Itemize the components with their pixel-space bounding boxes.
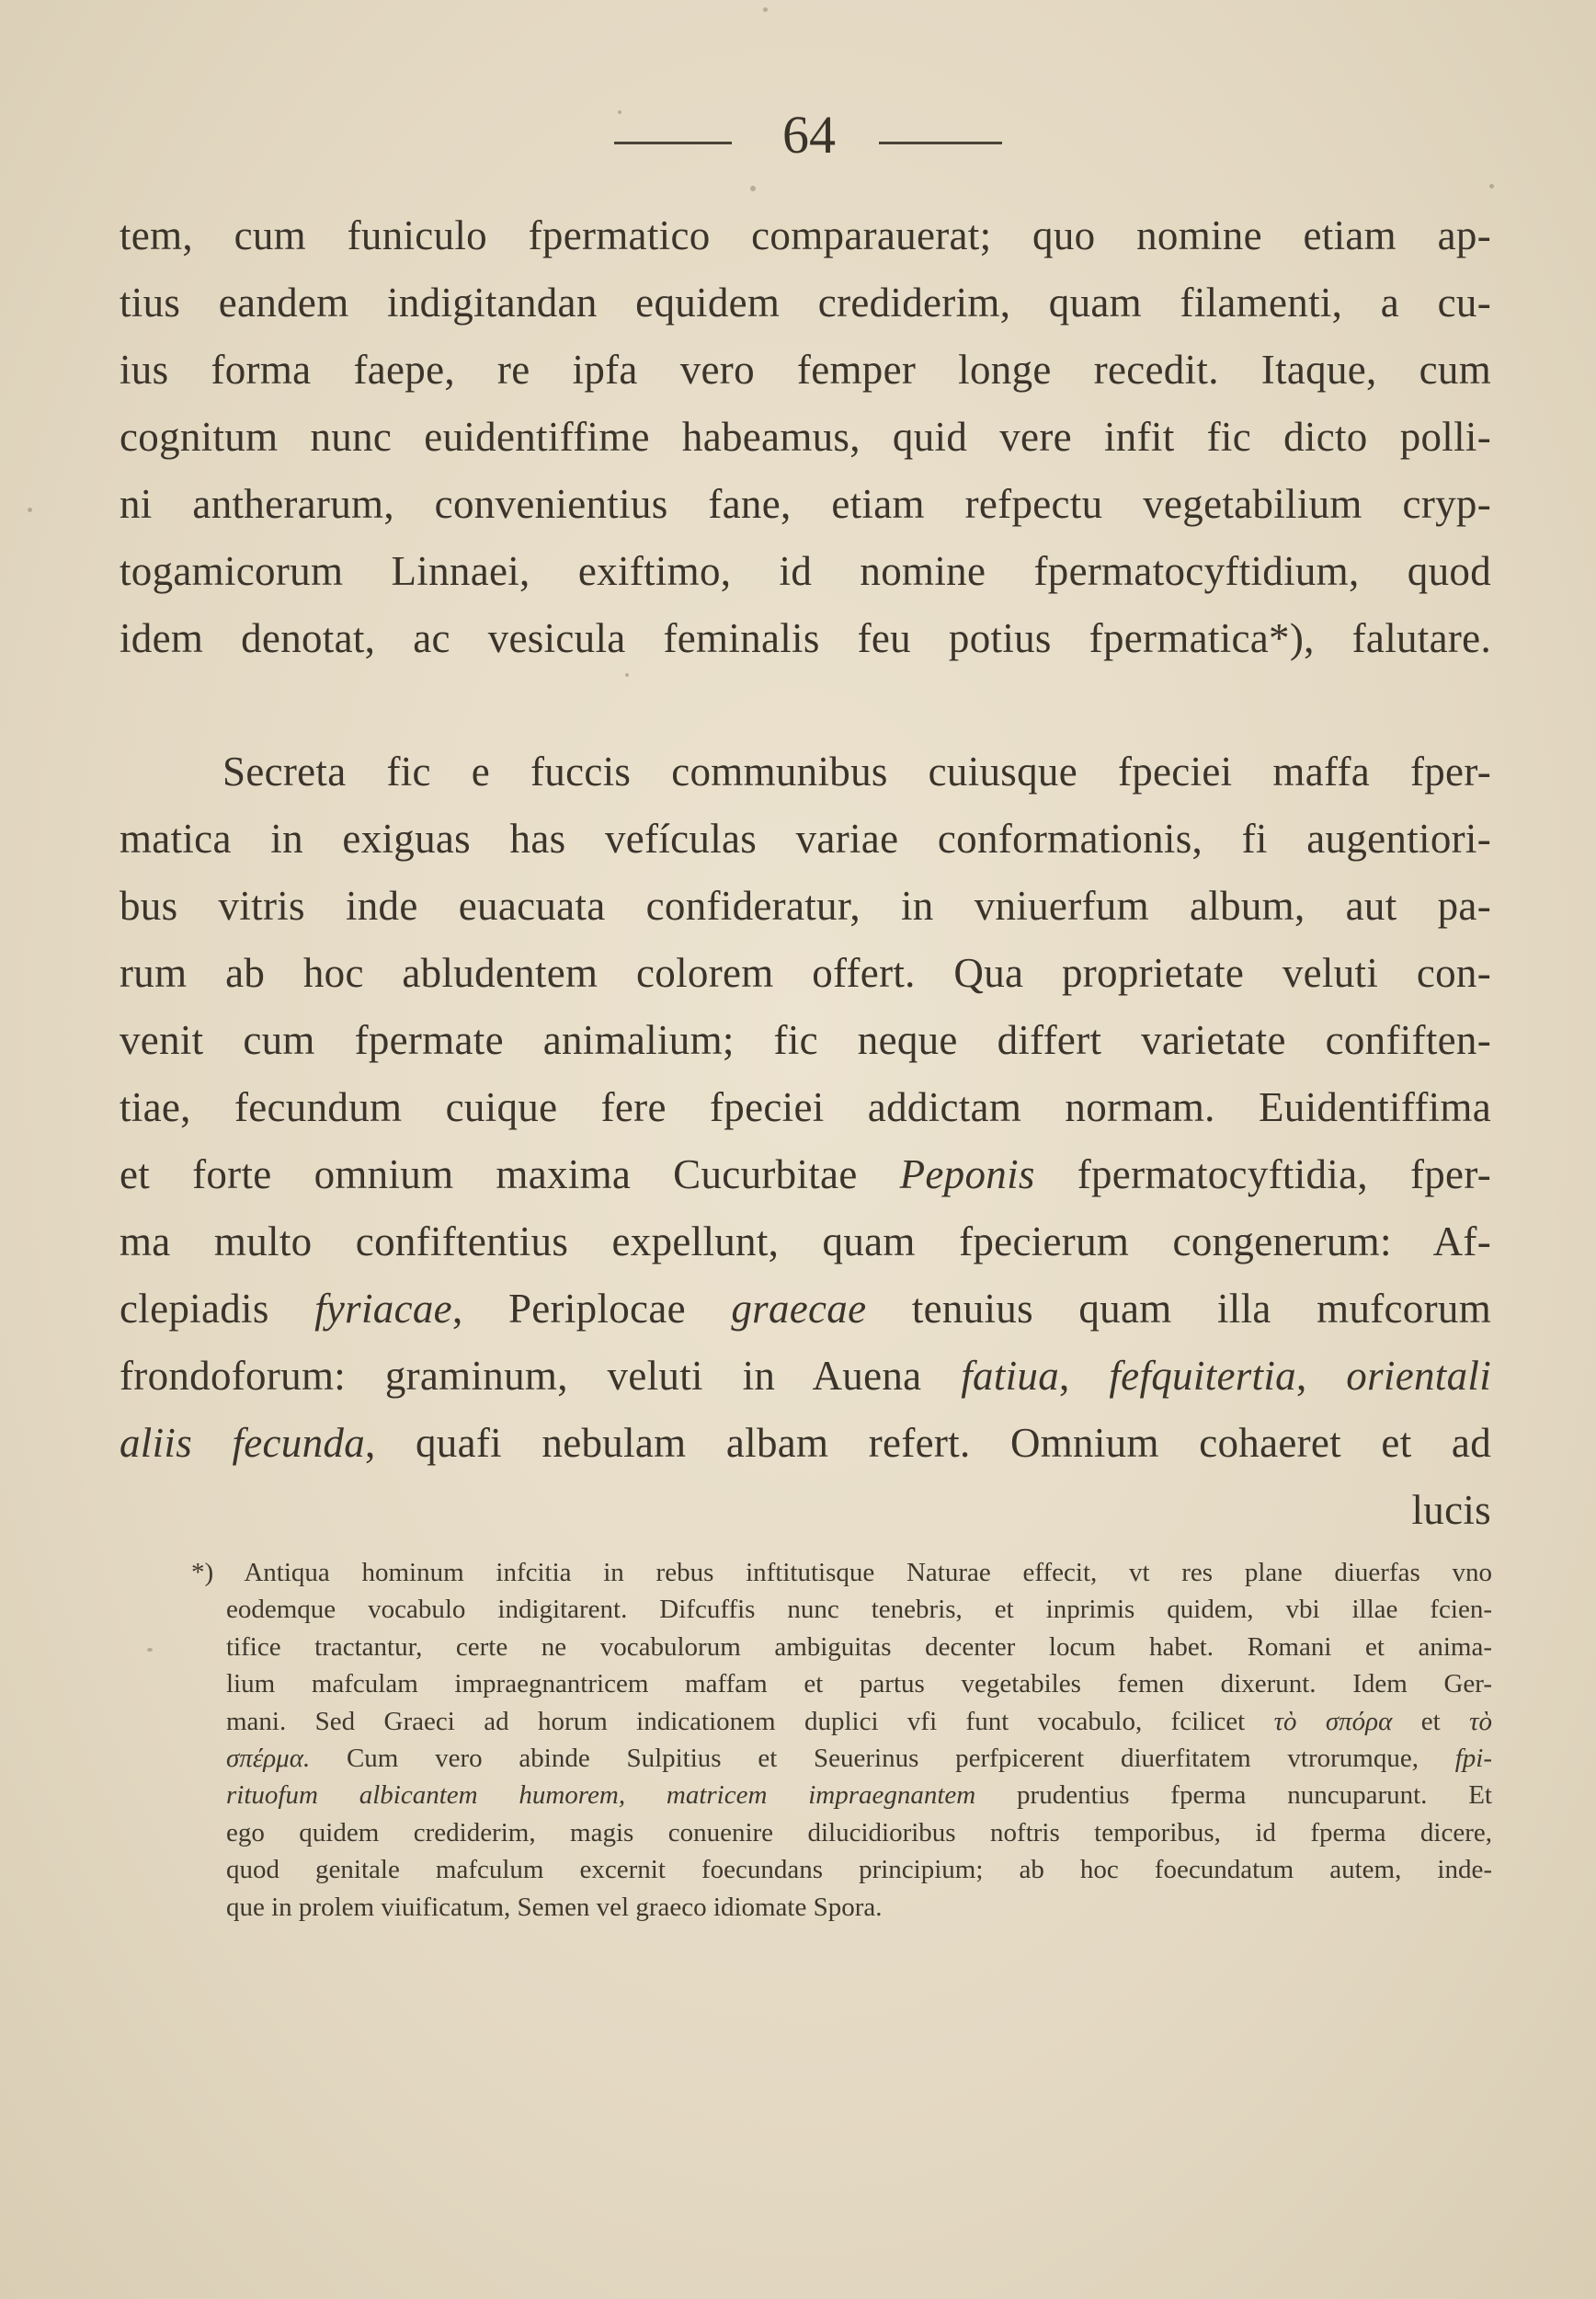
- text-line: tem, cum funiculo fpermatico comparauerat; quo nomine etiam ap-: [120, 212, 1491, 258]
- italic-term: fyriacae: [314, 1286, 452, 1332]
- text-span: , Periplocae: [451, 1286, 732, 1332]
- text-line: [120, 1275, 1491, 1343]
- footnote-marker: *): [191, 1558, 214, 1587]
- text-line: tiae, fecundum cuique fere fpeciei addictam normam. Euidentiffima: [120, 1084, 1491, 1130]
- footnote-line: que in prolem viuificatum, Semen vel graeco idiomate Spora.: [226, 1892, 883, 1922]
- text-line: Secreta fic e fuccis communibus cuiusque fpeciei maffa fper-: [222, 749, 1491, 795]
- page-number: 64: [782, 105, 836, 165]
- paper-speck: [625, 673, 629, 677]
- text-line: togamicorum Linnaei, exiftimo, id nomine fpermatocyftidium, quod: [120, 548, 1491, 594]
- italic-term: fpi-: [1454, 1743, 1492, 1773]
- text-line: [120, 1410, 1491, 1477]
- footnote-line: [191, 1703, 1492, 1740]
- italic-term: graecae: [731, 1286, 867, 1332]
- catchword: lucis: [1411, 1487, 1491, 1533]
- text-span: , quafi nebulam albam refert. Omnium cohaeret et ad: [365, 1420, 1492, 1466]
- italic-term: fatiua: [961, 1353, 1060, 1399]
- paper-speck: [28, 508, 32, 512]
- footnote-line: quod genitale mafculum excernit foecundans principium; ab hoc foecundatum autem, inde-: [226, 1855, 1492, 1885]
- text-line: ma multo confiftentius expellunt, quam fpecierum congenerum: Af-: [120, 1218, 1491, 1264]
- paper-speck: [750, 186, 756, 191]
- text-span: fpermatocyftidia, fper-: [1034, 1151, 1491, 1197]
- text-line: rum ab hoc abludentem colorem offert. Qua proprietate veluti con-: [120, 950, 1491, 996]
- italic-term: orientali: [1346, 1353, 1491, 1399]
- italic-term: fefquitertia: [1109, 1353, 1296, 1399]
- footnote-line: eodemque vocabulo indigitarent. Difcuffis nunc tenebris, et inprimis quidem, vbi illae fcien-: [226, 1595, 1492, 1625]
- text-span: et: [1392, 1706, 1470, 1736]
- paper-speck: [763, 7, 768, 12]
- text-line: venit cum fpermate animalium; fic neque differt varietate confiften-: [120, 1017, 1491, 1063]
- paragraph-gap: [120, 672, 1491, 738]
- page-header: [0, 103, 1596, 167]
- footnote: [191, 1554, 1492, 1926]
- italic-term: rituofum albicantem humorem, matricem impraegnantem: [226, 1780, 976, 1811]
- text-line: tius eandem indigitandan equidem crediderim, quam filamenti, a cu-: [120, 280, 1491, 326]
- text-line: bus vitris inde euacuata confideratur, in vniuerfum album, aut pa-: [120, 883, 1491, 929]
- italic-term: aliis fecunda: [120, 1420, 366, 1466]
- greek-term: τὸ σπόρα: [1273, 1706, 1393, 1736]
- text-line: cognitum nunc euidentiffime habeamus, quid vere infit fic dicto polli-: [120, 414, 1491, 460]
- italic-term: Peponis: [899, 1151, 1035, 1197]
- text-span: Cum vero abinde Sulpitius et Seuerinus perfpicerent diuerfitatem vtrorumque,: [310, 1743, 1455, 1773]
- text-span: mani. Sed Graeci ad horum indicationem duplici vfi funt vocabulo, fcilicet: [226, 1706, 1274, 1736]
- greek-term: τὸ: [1469, 1706, 1492, 1736]
- text-span: prudentius fperma nuncuparunt. Et: [975, 1780, 1492, 1811]
- header-rule-left: [614, 142, 732, 144]
- text-line: ni antherarum, convenientius fane, etiam refpectu vegetabilium cryp-: [120, 481, 1491, 527]
- text-line: idem denotat, ac vesicula feminalis feu potius fpermatica*), falutare.: [120, 615, 1491, 661]
- footnote-line: lium mafculam impraegnantricem maffam et partus vegetabiles femen dixerunt. Idem Ger-: [226, 1669, 1492, 1699]
- text-span: clepiadis: [120, 1286, 315, 1332]
- paper-speck: [618, 110, 621, 114]
- text-span: frondoforum: graminum, veluti in Auena: [120, 1353, 962, 1399]
- text-span: tenuius quam illa mufcorum: [866, 1286, 1491, 1332]
- main-text: [120, 202, 1491, 1544]
- text-line: [120, 1141, 1491, 1208]
- text-span: Antiqua hominum infcitia in rebus inftitutisque Naturae effecit, vt res plane diuerfas vno: [244, 1558, 1492, 1587]
- text-line: [120, 1343, 1491, 1410]
- header-rule-right: [879, 142, 1002, 144]
- paper-speck: [1489, 184, 1494, 189]
- footnote-line: [191, 1777, 1492, 1813]
- footnote-line: tifice tractantur, certe ne vocabulorum ambiguitas decenter locum habet. Romani et anima-: [226, 1631, 1492, 1662]
- text-line: matica in exiguas has vefículas variae conformationis, fi augentiori-: [120, 816, 1491, 862]
- text-span: ,: [1295, 1353, 1347, 1399]
- text-span: ,: [1059, 1353, 1110, 1399]
- text-span: et forte omnium maxima Cucurbitae: [120, 1151, 900, 1197]
- greek-term: σπέρμα.: [226, 1743, 311, 1773]
- text-line: ius forma faepe, re ipfa vero femper longe recedit. Itaque, cum: [120, 347, 1491, 393]
- paper-speck: [147, 1648, 153, 1652]
- footnote-line: [191, 1740, 1492, 1777]
- footnote-line: [191, 1554, 1492, 1591]
- footnote-line: ego quidem crediderim, magis conuenire dilucidioribus noftris temporibus, id fperma dicere,: [226, 1817, 1492, 1847]
